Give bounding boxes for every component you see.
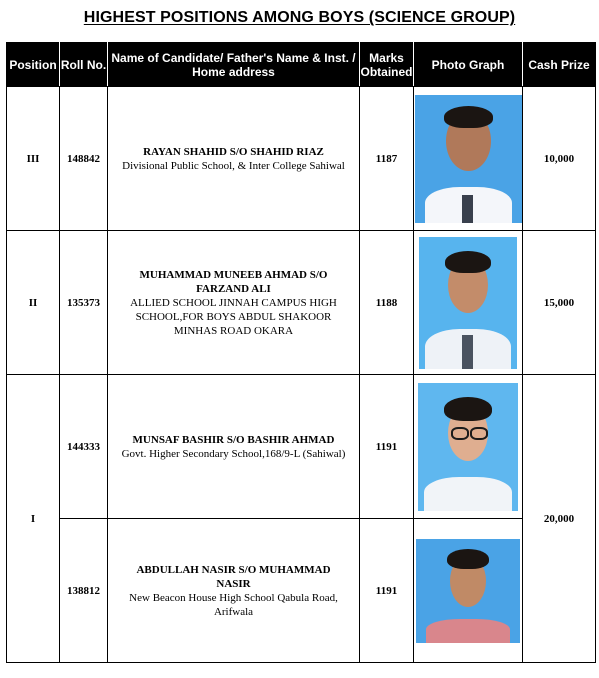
header-marks: Marks Obtained bbox=[360, 43, 414, 87]
candidate-name: RAYAN SHAHID S/O SHAHID RIAZ bbox=[143, 145, 324, 158]
marks-cell: 1191 bbox=[360, 519, 414, 663]
prize-cell: 10,000 bbox=[523, 87, 596, 231]
candidate-address: New Beacon House High School Qabula Road, Arifwala bbox=[129, 591, 338, 618]
roll-cell: 148842 bbox=[60, 87, 108, 231]
position-cell: I bbox=[7, 375, 60, 663]
candidate-cell bbox=[108, 231, 360, 375]
candidate-cell bbox=[108, 87, 360, 231]
table-header-row bbox=[7, 43, 596, 87]
photo-cell bbox=[414, 519, 523, 663]
candidate-photo bbox=[415, 95, 522, 223]
header-name: Name of Candidate/ Father's Name & Inst. / Home address bbox=[108, 43, 360, 87]
table-row bbox=[7, 231, 596, 375]
header-position: Position bbox=[7, 43, 60, 87]
table-row bbox=[7, 519, 596, 663]
candidate-name: MUHAMMAD MUNEEB AHMAD S/O FARZAND ALI bbox=[139, 268, 328, 295]
candidate-address: ALLIED SCHOOL JINNAH CAMPUS HIGH SCHOOL,FOR BOYS ABDUL SHAKOOR MINHAS ROAD OKARA bbox=[130, 296, 337, 337]
table-row bbox=[7, 87, 596, 231]
photo-cell bbox=[414, 375, 523, 519]
candidate-address: Govt. Higher Secondary School,168/9-L (Sahiwal) bbox=[121, 447, 346, 460]
position-cell: II bbox=[7, 231, 60, 375]
header-photo: Photo Graph bbox=[414, 43, 523, 87]
marks-cell: 1188 bbox=[360, 231, 414, 375]
photo-cell bbox=[414, 231, 523, 375]
candidate-photo bbox=[418, 383, 518, 511]
candidate-address: Divisional Public School, & Inter College Sahiwal bbox=[122, 159, 345, 172]
candidate-cell bbox=[108, 375, 360, 519]
table-row bbox=[7, 375, 596, 519]
page-title: HIGHEST POSITIONS AMONG BOYS (SCIENCE GROUP) bbox=[83, 9, 516, 26]
roll-cell: 144333 bbox=[60, 375, 108, 519]
candidate-name: ABDULLAH NASIR S/O MUHAMMAD NASIR bbox=[136, 563, 331, 590]
candidate-cell bbox=[108, 519, 360, 663]
position-cell: III bbox=[7, 87, 60, 231]
candidate-photo bbox=[419, 237, 517, 369]
header-roll: Roll No. bbox=[60, 43, 108, 87]
marks-cell: 1191 bbox=[360, 375, 414, 519]
prize-cell: 20,000 bbox=[523, 375, 596, 663]
candidate-name: MUNSAF BASHIR S/O BASHIR AHMAD bbox=[132, 433, 335, 446]
prize-cell: 15,000 bbox=[523, 231, 596, 375]
candidate-photo bbox=[416, 539, 520, 643]
roll-cell: 138812 bbox=[60, 519, 108, 663]
photo-cell bbox=[414, 87, 523, 231]
marks-cell: 1187 bbox=[360, 87, 414, 231]
results-table bbox=[6, 42, 596, 663]
roll-cell: 135373 bbox=[60, 231, 108, 375]
header-prize: Cash Prize bbox=[523, 43, 596, 87]
